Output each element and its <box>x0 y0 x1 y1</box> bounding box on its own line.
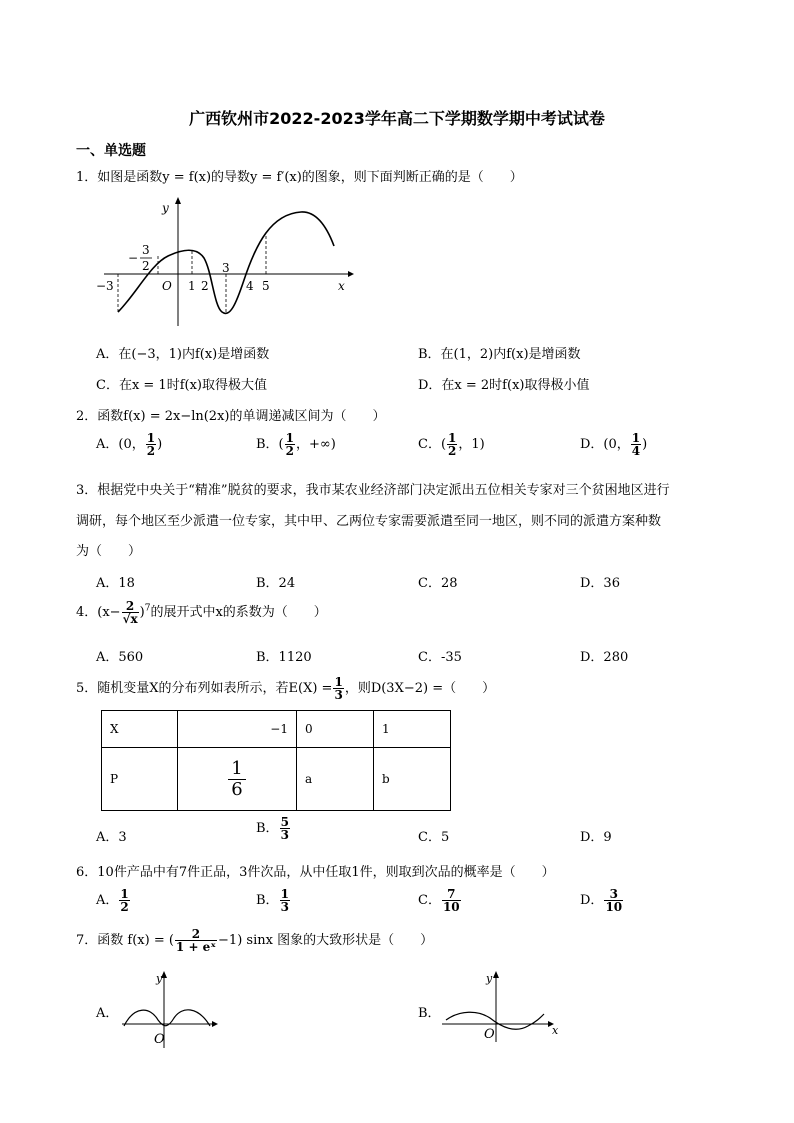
graph-label-3: 3 <box>222 261 230 275</box>
q3-option-a[interactable]: A．18 <box>96 576 135 591</box>
q7-option-a[interactable]: A． <box>96 1006 119 1021</box>
svg-text:y: y <box>486 972 493 985</box>
graph-label-minus-sign: − <box>128 251 139 265</box>
svg-text:O: O <box>154 1032 165 1047</box>
q2-option-d[interactable]: D．(0， $\frac{1}{4}$ ) <box>580 431 648 458</box>
graph-label-frac-num: 3 <box>142 243 150 257</box>
table-cell: 1 <box>374 711 451 748</box>
q1-option-c[interactable]: C．在x = 1时f(x)取得极大值 <box>96 378 267 393</box>
q1-option-d[interactable]: D．在x = 2时f(x)取得极小值 <box>418 378 590 393</box>
table-cell-fraction: $\frac{1}{6}$ <box>178 748 297 811</box>
graph-label-1: 1 <box>188 279 196 293</box>
graph-label-5: 5 <box>262 279 270 293</box>
question-3-line-1: 3．根据党中央关于“精准”脱贫的要求，我市某农业经济部门决定派出五位相关专家对三个贫困地区进行 <box>76 483 670 498</box>
q3-option-b[interactable]: B．24 <box>256 576 296 591</box>
q4-option-c[interactable]: C．-35 <box>418 650 462 665</box>
derivative-graph <box>96 194 356 334</box>
question-3-line-3: 为（ ） <box>76 544 142 559</box>
q5-option-c[interactable]: C．5 <box>418 830 450 845</box>
graph-label-y: y <box>162 201 169 215</box>
q1-option-a[interactable]: A．在(−3，1)内f(x)是增函数 <box>96 347 270 362</box>
section-heading: 一、单选题 <box>76 143 146 159</box>
table-cell: 0 <box>297 711 374 748</box>
q4-option-a[interactable]: A．560 <box>96 650 144 665</box>
q7-option-b[interactable]: B． <box>418 1006 441 1021</box>
q2-option-a[interactable]: A．(0， $\frac{1}{2}$ ) <box>96 431 163 458</box>
graph-label-x: x <box>338 279 345 293</box>
question-5-stem: 5．随机变量X的分布列如表所示，若E(X) = $\frac{1}{3}$ ，则D(3X−2) =（ ） <box>76 675 496 702</box>
q6-option-a[interactable]: A． $\frac{1}{2}$ <box>96 887 129 914</box>
graph-label-minus3: −3 <box>96 279 114 293</box>
svg-text:O: O <box>484 1027 495 1042</box>
table-cell: b <box>374 748 451 811</box>
question-6-stem: 6．10件产品中有7件正品，3件次品，从中任取1件，则取到次品的概率是（ ） <box>76 865 555 880</box>
q4-option-b[interactable]: B．1120 <box>256 650 312 665</box>
q2-option-c[interactable]: C．( $\frac{1}{2}$ ，1) <box>418 431 485 458</box>
q5-option-b[interactable]: B． $\frac{5}{3}$ <box>256 815 289 842</box>
table-cell: −1 <box>178 711 297 748</box>
q6-option-c[interactable]: C． $\frac{7}{10}$ <box>418 887 460 914</box>
question-1-stem: 1．如图是函数y = f(x)的导数y = f′(x)的图象，则下面判断正确的是（ ） <box>76 170 523 185</box>
table-cell: X <box>102 711 178 748</box>
distribution-table <box>101 710 451 811</box>
q3-option-c[interactable]: C．28 <box>418 576 458 591</box>
page-title: 广西钦州市2022-2023学年高二下学期数学期中考试试卷 <box>189 109 605 128</box>
q6-option-d[interactable]: D． $\frac{3}{10}$ <box>580 887 623 914</box>
table-cell: P <box>102 748 178 811</box>
q3-option-d[interactable]: D．36 <box>580 576 620 591</box>
q7-graph-a <box>120 968 220 1050</box>
q6-option-b[interactable]: B． $\frac{1}{3}$ <box>256 887 289 914</box>
svg-text:x: x <box>552 1024 559 1037</box>
svg-text:y: y <box>156 972 163 985</box>
graph-label-origin: O <box>162 279 172 293</box>
q1-option-b[interactable]: B．在(1，2)内f(x)是增函数 <box>418 347 581 362</box>
x-axis-arrow-icon <box>348 271 354 277</box>
question-4-stem: 4．(x− $\frac{2}{√x}$ )$^7$的展开式中x的系数为（ ） <box>76 599 327 626</box>
graph-label-2: 2 <box>201 279 209 293</box>
q4-option-d[interactable]: D．280 <box>580 650 629 665</box>
graph-label-4: 4 <box>246 279 254 293</box>
q7-graph-b <box>440 968 564 1044</box>
question-2-stem: 2．函数f(x) = 2x−ln(2x)的单调递减区间为（ ） <box>76 409 386 424</box>
table-cell: a <box>297 748 374 811</box>
q5-option-d[interactable]: D．9 <box>580 830 612 845</box>
question-7-stem: 7．函数 f(x) = ( $\frac{2}{\text{1 + eˣ}}$ −1) sinx 图象的大致形状是（ ） <box>76 927 434 954</box>
q2-option-b[interactable]: B．( $\frac{1}{2}$ ，+∞) <box>256 431 336 458</box>
y-axis-arrow-icon <box>175 197 181 204</box>
graph-label-frac-den: 2 <box>142 259 150 273</box>
q5-option-a[interactable]: A．3 <box>96 830 127 845</box>
question-3-line-2: 调研，每个地区至少派遣一位专家，其中甲、乙两位专家需要派遣至同一地区，则不同的派遣方案种数 <box>76 514 662 529</box>
